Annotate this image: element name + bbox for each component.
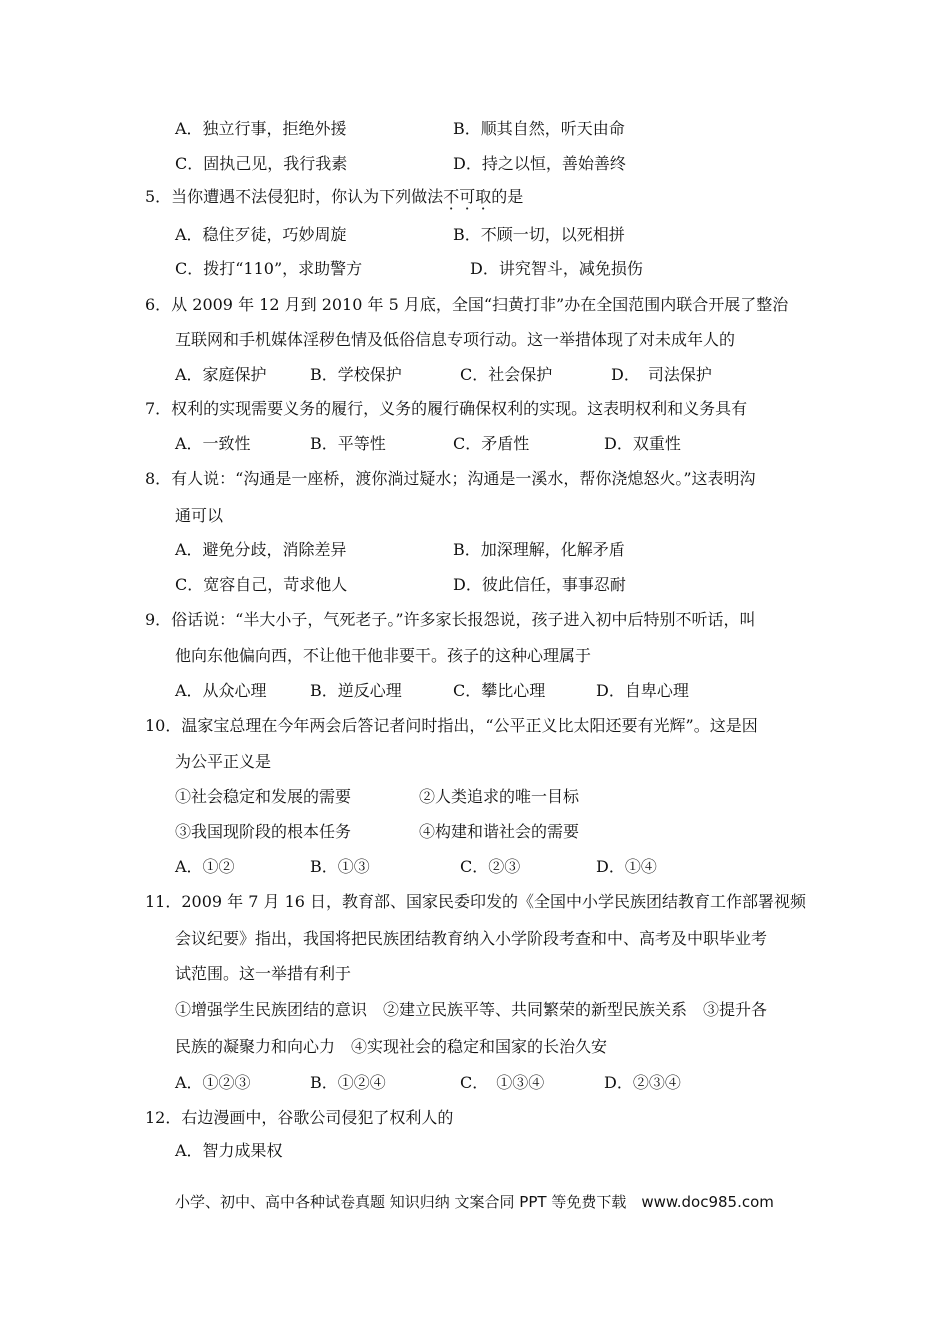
q11-option-d: D．②③④ <box>604 1073 681 1092</box>
q9-option-c: C．攀比心理 <box>453 681 546 700</box>
q11-statements-line1: ①增强学生民族团结的意识 ②建立民族平等、共同繁荣的新型民族关系 ③提升各 <box>175 1000 768 1019</box>
q4-option-a: A．独立行事，拒绝外援 <box>175 119 347 138</box>
q7-option-a: A．一致性 <box>175 434 251 453</box>
q9-stem-line1: 9．俗话说：“半大小子，气死老子。”许多家长报怨说，孩子进入初中后特别不听话，叫 <box>145 610 756 629</box>
q11-option-a: A．①②③ <box>175 1073 251 1092</box>
q6-stem-line2: 互联网和手机媒体淫秽色情及低俗信息专项行动。这一举措体现了对未成年人的 <box>175 330 736 349</box>
q7-option-c: C．矛盾性 <box>453 434 530 453</box>
q6-option-d: D． 司法保护 <box>611 365 712 384</box>
q11-statements-line2: 民族的凝聚力和向心力 ④实现社会的稳定和国家的长治久安 <box>175 1037 608 1056</box>
q7-stem-line1: 7．权利的实现需要义务的履行，义务的履行确保权利的实现。这表明权利和义务具有 <box>145 399 748 418</box>
q5-option-d: D．讲究智斗，减免损伤 <box>470 259 643 278</box>
q8-option-c: C．宽容自己，苛求他人 <box>175 575 348 594</box>
q5-option-b: B．不顾一切，以死相拼 <box>453 225 625 244</box>
q6-option-a: A．家庭保护 <box>175 365 267 384</box>
q11-stem-line3: 试范围。这一举措有利于 <box>175 964 352 983</box>
q9-option-a: A．从众心理 <box>175 681 267 700</box>
q11-option-c: C． ①③④ <box>460 1073 545 1092</box>
q11-stem-line1: 11．2009 年 7 月 16 日，教育部、国家民委印发的《全国中小学民族团结教育工作部署视频 <box>145 892 807 911</box>
q6-option-b: B．学校保护 <box>310 365 402 384</box>
q5-stem <box>145 186 523 208</box>
q7-option-d: D．双重性 <box>604 434 681 453</box>
q10-statement-3: ③我国现阶段的根本任务 <box>175 822 352 841</box>
q5-option-a: A．稳住歹徒，巧妙周旋 <box>175 225 347 244</box>
q5-option-c: C．拨打“110”，求助警方 <box>175 259 363 278</box>
q12-option-a: A．智力成果权 <box>175 1141 283 1160</box>
q8-option-d: D．彼此信任，事事忍耐 <box>453 575 626 594</box>
q10-statement-2: ②人类追求的唯一目标 <box>419 787 580 806</box>
q6-option-c: C．社会保护 <box>460 365 553 384</box>
q10-statement-4: ④构建和谐社会的需要 <box>419 822 580 841</box>
q10-statement-1: ①社会稳定和发展的需要 <box>175 787 352 806</box>
q5-emphasis-char: 取 <box>475 187 492 206</box>
q5-stem-pre: 5．当你遭遇不法侵犯时，你认为下列做法 <box>145 187 444 206</box>
q10-stem-line2: 为公平正义是 <box>175 752 272 771</box>
q10-option-d: D．①④ <box>596 857 657 876</box>
q5-emphasis-char: 不 <box>443 187 460 206</box>
q8-stem-line2: 通可以 <box>175 506 224 525</box>
q12-stem-line1: 12．右边漫画中，谷歌公司侵犯了权利人的 <box>145 1108 454 1127</box>
q9-stem-line2: 他向东他偏向西，不让他干他非要干。孩子的这种心理属于 <box>175 646 592 665</box>
q5-stem-post: 的是 <box>491 187 524 206</box>
q6-stem-line1: 6．从 2009 年 12 月到 2010 年 5 月底，全国“扫黄打非”办在全国范围内联合开展了整治 <box>145 295 789 314</box>
q10-option-a: A．①② <box>175 857 235 876</box>
q10-option-c: C．②③ <box>460 857 521 876</box>
q11-option-b: B．①②④ <box>310 1073 386 1092</box>
q8-stem-line1: 8．有人说：“沟通是一座桥，渡你淌过疑水；沟通是一溪水，帮你浇熄怒火。”这表明沟 <box>145 469 756 488</box>
q9-option-b: B．逆反心理 <box>310 681 402 700</box>
q8-option-a: A．避免分歧，消除差异 <box>175 540 347 559</box>
q7-option-b: B．平等性 <box>310 434 386 453</box>
q4-option-d: D．持之以恒，善始善终 <box>453 154 626 173</box>
q4-option-b: B．顺其自然，听天由命 <box>453 119 625 138</box>
q10-stem-line1: 10．温家宝总理在今年两会后答记者问时指出，“公平正义比太阳还要有光辉”。这是因 <box>145 716 758 735</box>
q4-option-c: C．固执己见，我行我素 <box>175 154 348 173</box>
q5-emphasis-char: 可 <box>459 187 476 206</box>
q8-option-b: B．加深理解，化解矛盾 <box>453 540 625 559</box>
q10-option-b: B．①③ <box>310 857 370 876</box>
page-footer: 小学、初中、高中各种试卷真题 知识归纳 文案合同 PPT 等免费下载 www.doc985.com <box>175 1193 774 1211</box>
q11-stem-line2: 会议纪要》指出，我国将把民族团结教育纳入小学阶段考查和中、高考及中职毕业考 <box>175 929 768 948</box>
q9-option-d: D．自卑心理 <box>596 681 689 700</box>
